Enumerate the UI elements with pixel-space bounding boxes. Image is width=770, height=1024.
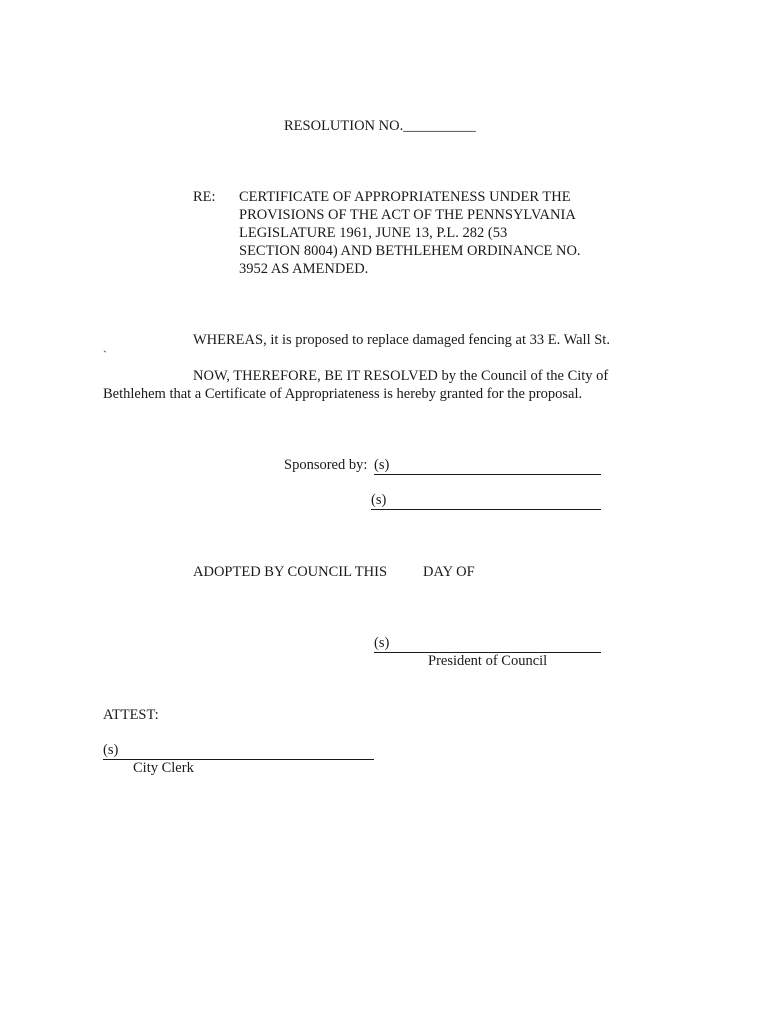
clerk-signature-line[interactable] [103, 741, 374, 760]
re-line: 3952 AS AMENDED. [239, 261, 369, 277]
re-line: CERTIFICATE OF APPROPRIATENESS UNDER THE [239, 189, 571, 205]
resolved-second-line: Bethlehem that a Certificate of Appropriateness is hereby granted for the proposal. [103, 386, 583, 402]
signature-prefix: (s) [371, 492, 387, 508]
day-of-text: DAY OF [423, 564, 475, 580]
attest-label: ATTEST: [103, 707, 159, 723]
sponsor-signature-line[interactable] [374, 456, 601, 475]
adopted-text: ADOPTED BY COUNCIL THIS [193, 564, 388, 580]
re-line: LEGISLATURE 1961, JUNE 13, P.L. 282 (53 [239, 225, 508, 241]
sponsor-signature-line[interactable] [371, 491, 601, 510]
resolution-title: RESOLUTION NO.__________ [284, 118, 476, 134]
clerk-title: City Clerk [133, 760, 194, 776]
stray-mark: ` [103, 348, 107, 362]
president-signature-line[interactable] [374, 634, 601, 653]
re-line: SECTION 8004) AND BETHLEHEM ORDINANCE NO. [239, 243, 581, 259]
president-title: President of Council [428, 653, 548, 669]
resolved-clause [103, 367, 643, 403]
re-subject [239, 188, 581, 278]
signature-prefix: (s) [103, 742, 119, 758]
re-label: RE: [193, 189, 216, 205]
resolved-first-line: NOW, THEREFORE, BE IT RESOLVED by the Council of the City of [193, 368, 609, 384]
signature-prefix: (s) [374, 457, 390, 473]
sponsored-by-label: Sponsored by: [284, 457, 368, 473]
whereas-clause: WHEREAS, it is proposed to replace damaged fencing at 33 E. Wall St. [193, 332, 610, 348]
re-line: PROVISIONS OF THE ACT OF THE PENNSYLVANIA [239, 207, 576, 223]
signature-prefix: (s) [374, 635, 390, 651]
